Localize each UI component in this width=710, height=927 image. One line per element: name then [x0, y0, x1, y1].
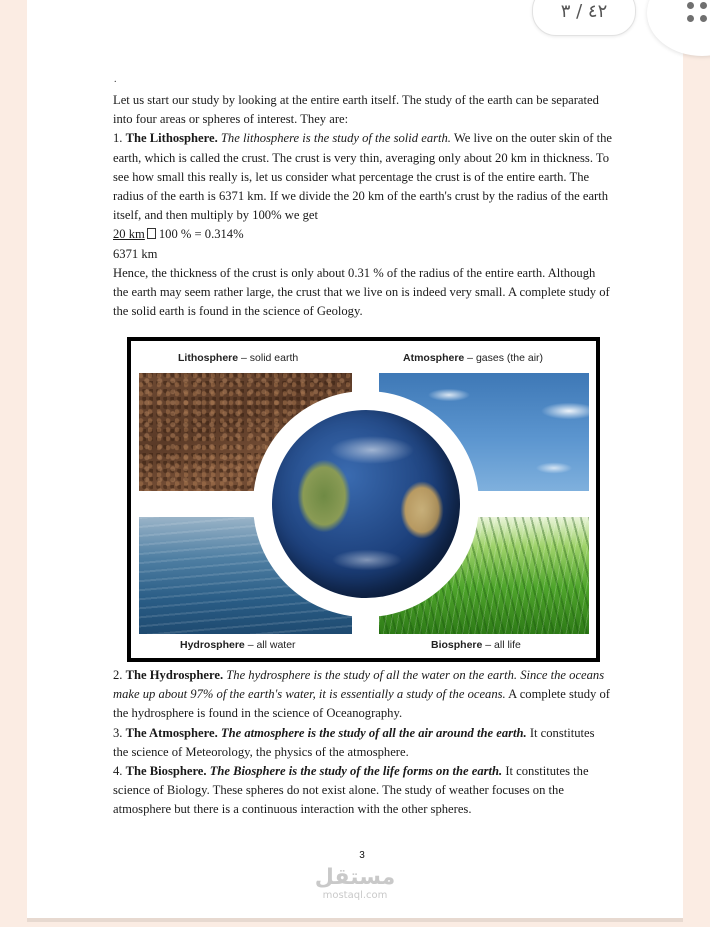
equation-numerator: 20 km — [113, 227, 145, 242]
litho-body: We live on the outer skin of the earth, which is called the crust. The crust is very thin, averaging only about 20 km in thickness. To see how small this really is, let us consider what percentage the crust is of the entire earth. The radius of the earth is 6371 km. If we divide the 20 km of the earth's crust by the radius of the earth itself, and then multiply by 100% we get — [113, 131, 613, 223]
bio-title: The Biosphere. — [125, 764, 207, 779]
missing-glyph-icon — [147, 228, 156, 239]
atmo-title: The Atmosphere. — [125, 725, 218, 740]
page-edge — [27, 918, 683, 922]
atmo-definition: The atmosphere is the study of all the air around the earth. — [220, 725, 527, 740]
grid-dots-icon — [687, 2, 710, 26]
litho-number: 1. — [113, 131, 123, 146]
equation-line — [113, 225, 613, 244]
label-lithosphere: Lithosphere – solid earth — [178, 352, 299, 364]
hydro-body: A complete study of the hydrosphere is found in the science of Oceanography. — [113, 687, 610, 721]
equation-result: 100 % = 0.314% — [158, 227, 244, 242]
page-number: 3 — [359, 850, 365, 861]
page-indicator-text: ٤٢ / ٣ — [560, 1, 608, 22]
litho-definition: The lithosphere is the study of the solid earth. — [220, 131, 451, 146]
hydrosphere-paragraph: 2. The Hydrosphere. The hydrosphere is the study of all the water on the earth. Since the oceans make up about 97% of the earth's water, it is essentially a study of the oceans. A complete study of the hydrosphere is found in the science of Oceanography. — [113, 668, 610, 721]
conclusion-paragraph: Hence, the thickness of the crust is only about 0.31 % of the radius of the entire earth. Although the earth may seem rather large, the crust that we live on is indeed very small. A complete study of the solid earth is found in the science of Geology. — [113, 265, 610, 319]
stray-dot: . — [114, 74, 117, 85]
bio-definition: The Biosphere is the study of the life forms on the earth. — [209, 764, 503, 779]
page-indicator[interactable] — [532, 0, 636, 36]
mostaql-watermark — [300, 866, 410, 902]
watermark-logo: مستقل — [314, 865, 396, 890]
biosphere-paragraph: 4. The Biosphere. The Biosphere is the study of the life forms on the earth. It constitutes the science of Biology. These spheres do not exist alone. The study of weather focuses on the atmosphere but there is a continuous interaction with the other spheres. — [113, 764, 589, 817]
earth-globe-image — [272, 410, 460, 598]
text-block-bottom — [113, 666, 613, 820]
intro-paragraph: Let us start our study by looking at the entire earth itself. The study of the earth can be separated into four areas or spheres of interest. They are: — [113, 93, 599, 127]
earth-spheres-figure — [127, 337, 600, 662]
label-biosphere: Biosphere – all life — [431, 639, 521, 651]
text-block-top — [113, 91, 613, 321]
label-hydrosphere: Hydrosphere – all water — [180, 639, 296, 651]
watermark-url: mostaql.com — [322, 890, 388, 901]
equation-denominator: 6371 km — [113, 246, 158, 261]
label-atmosphere: Atmosphere – gases (the air) — [403, 352, 544, 364]
atmosphere-paragraph: 3. The Atmosphere. The atmosphere is the study of all the air around the earth. It constitutes the science of Meteorology, the physics of the atmosphere. — [113, 725, 595, 759]
bio-body: It constitutes the science of Biology. These spheres do not exist alone. The study of weather focuses on the atmosphere but there is a continuous interaction with the other spheres. — [113, 764, 589, 817]
hydro-title: The Hydrosphere. — [125, 668, 224, 682]
litho-title: The Lithosphere. — [125, 131, 218, 146]
atmo-body: It constitutes the science of Meteorology, the physics of the atmosphere. — [113, 725, 595, 759]
lithosphere-paragraph — [113, 129, 613, 225]
hydro-definition: The hydrosphere is the study of all the water on the earth. Since the oceans make up about 97% of the earth's water, it is essentially a study of the oceans. — [113, 668, 605, 702]
